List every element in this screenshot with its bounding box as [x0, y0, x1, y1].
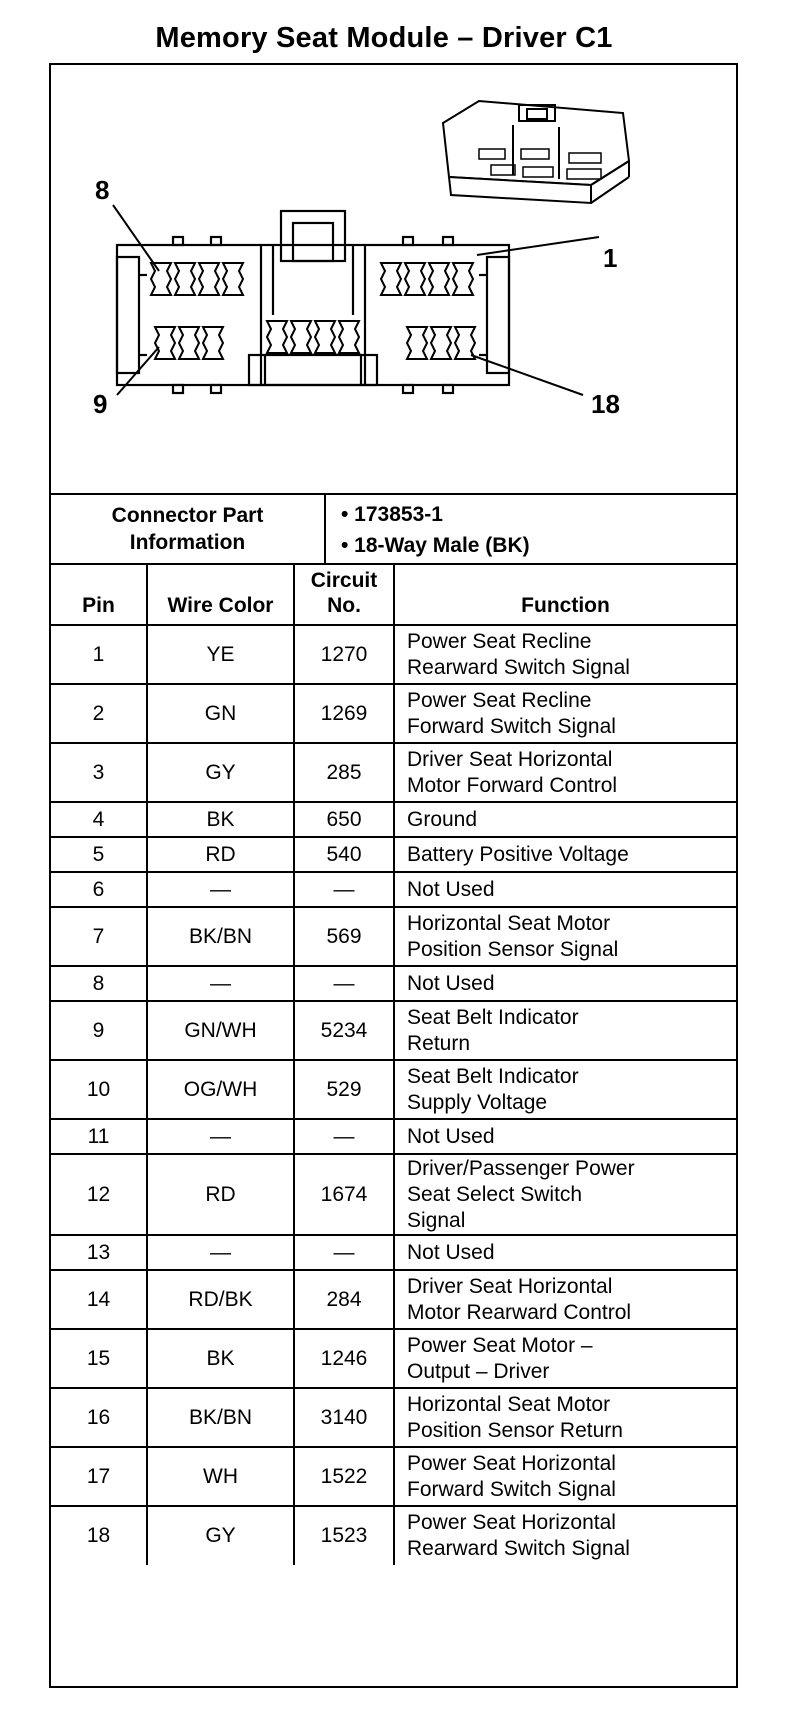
function-line: Not Used: [407, 971, 495, 995]
pin-callout-1: 1: [603, 243, 618, 273]
pin-cell: 17: [51, 1447, 147, 1506]
wire-color-cell: YE: [147, 625, 294, 684]
circuit-cell: 540: [294, 837, 394, 872]
wire-color-cell: —: [147, 1235, 294, 1270]
function-line: Output – Driver: [407, 1359, 550, 1383]
pin-cell: 1: [51, 625, 147, 684]
function-line: Signal: [407, 1208, 466, 1232]
function-line: Motor Rearward Control: [407, 1300, 632, 1324]
pin-callout-18: 18: [591, 389, 620, 419]
table-row: [51, 1447, 736, 1506]
function-cell: [394, 907, 736, 966]
function-cell: [394, 837, 736, 872]
pin-cell: 6: [51, 872, 147, 907]
pin-leader-lines: [113, 205, 599, 395]
wire-color-cell: GY: [147, 743, 294, 802]
wire-color-cell: BK/BN: [147, 907, 294, 966]
table-row: [51, 872, 736, 907]
function-cell: [394, 1119, 736, 1154]
connector-info-label: [51, 495, 326, 563]
table-row: [51, 1154, 736, 1235]
circuit-cell: 3140: [294, 1388, 394, 1447]
function-line: Ground: [407, 807, 478, 831]
function-line: Horizontal Seat Motor: [407, 911, 611, 935]
function-line: Horizontal Seat Motor: [407, 1392, 611, 1416]
function-line: Power Seat Recline: [407, 688, 592, 712]
function-line: Not Used: [407, 1124, 495, 1148]
function-line: Rearward Switch Signal: [407, 655, 630, 679]
function-cell: [394, 1154, 736, 1235]
top-row-right-cavities: [381, 263, 473, 295]
function-cell: [394, 1001, 736, 1060]
function-cell: [394, 802, 736, 837]
table-row: [51, 1119, 736, 1154]
bottom-row-right-cavities: [407, 327, 475, 359]
wire-color-cell: GN: [147, 684, 294, 743]
function-line: Position Sensor Return: [407, 1418, 623, 1442]
wire-color-cell: BK/BN: [147, 1388, 294, 1447]
table-row: [51, 1001, 736, 1060]
circuit-cell: 529: [294, 1060, 394, 1119]
function-line: Driver Seat Horizontal: [407, 747, 613, 771]
function-cell: [394, 1329, 736, 1388]
bottom-row-left-cavities: [155, 327, 223, 359]
connector-diagram: [51, 65, 736, 495]
function-line: Position Sensor Signal: [407, 937, 619, 961]
table-header-row: [51, 565, 736, 625]
function-line: Not Used: [407, 1240, 495, 1264]
circuit-cell: —: [294, 1235, 394, 1270]
function-line: Power Seat Horizontal: [407, 1511, 616, 1534]
pin-cell: 13: [51, 1235, 147, 1270]
table-row: [51, 1329, 736, 1388]
circuit-cell: 1246: [294, 1329, 394, 1388]
function-cell: [394, 1388, 736, 1447]
function-cell: [394, 1506, 736, 1565]
table-row: [51, 684, 736, 743]
table-row: [51, 1388, 736, 1447]
wire-color-cell: RD/BK: [147, 1270, 294, 1329]
pin-cell: 7: [51, 907, 147, 966]
wire-color-cell: —: [147, 966, 294, 1001]
function-line: Supply Voltage: [407, 1090, 548, 1114]
header-pin: Pin: [51, 565, 147, 625]
top-row-left-cavities: [151, 263, 243, 295]
table-row: [51, 907, 736, 966]
function-line: Motor Forward Control: [407, 773, 618, 797]
pin-cell: 8: [51, 966, 147, 1001]
circuit-cell: 1270: [294, 625, 394, 684]
circuit-cell: 650: [294, 802, 394, 837]
pin-callout-8: 8: [95, 175, 110, 205]
function-line: Power Seat Recline: [407, 629, 592, 653]
function-line: Seat Select Switch: [407, 1182, 583, 1206]
pin-cavities: [151, 263, 475, 359]
wire-color-cell: —: [147, 1119, 294, 1154]
page-title: Memory Seat Module – Driver C1: [155, 22, 613, 54]
function-cell: [394, 1270, 736, 1329]
header-circuit-line1: Circuit: [310, 569, 378, 592]
pin-cell: 10: [51, 1060, 147, 1119]
pin-cell: 14: [51, 1270, 147, 1329]
function-cell: [394, 625, 736, 684]
pin-cell: 5: [51, 837, 147, 872]
pin-cell: 15: [51, 1329, 147, 1388]
function-line: Return: [407, 1031, 471, 1055]
connector-face-drawing: [51, 65, 736, 493]
header-function: Function: [394, 565, 736, 625]
table-row: [51, 802, 736, 837]
pin-cell: 3: [51, 743, 147, 802]
circuit-cell: 1269: [294, 684, 394, 743]
circuit-cell: 285: [294, 743, 394, 802]
pin-cell: 9: [51, 1001, 147, 1060]
function-line: Forward Switch Signal: [407, 1477, 616, 1501]
function-cell: [394, 872, 736, 907]
function-line: Battery Positive Voltage: [407, 842, 629, 866]
function-line: Power Seat Motor –: [407, 1333, 593, 1357]
wire-color-cell: BK: [147, 802, 294, 837]
circuit-cell: 284: [294, 1270, 394, 1329]
connector-info-label-line2: Information: [129, 531, 246, 554]
circuit-cell: —: [294, 872, 394, 907]
wire-color-cell: RD: [147, 837, 294, 872]
pin-cell: 16: [51, 1388, 147, 1447]
function-line: Power Seat Horizontal: [407, 1451, 616, 1475]
connector-part-number: • 173853-1: [341, 503, 443, 526]
function-cell: [394, 1060, 736, 1119]
pinout-table: [51, 565, 736, 1565]
pin-cell: 11: [51, 1119, 147, 1154]
header-wire-color: Wire Color: [147, 565, 294, 625]
wire-color-cell: BK: [147, 1329, 294, 1388]
pin-cell: 2: [51, 684, 147, 743]
circuit-cell: 1522: [294, 1447, 394, 1506]
wire-color-cell: —: [147, 872, 294, 907]
wire-color-cell: GN/WH: [147, 1001, 294, 1060]
pin-cell: 4: [51, 802, 147, 837]
function-line: Seat Belt Indicator: [407, 1064, 579, 1088]
wire-color-cell: GY: [147, 1506, 294, 1565]
wire-color-cell: OG/WH: [147, 1060, 294, 1119]
function-line: Seat Belt Indicator: [407, 1005, 579, 1029]
table-row: [51, 1506, 736, 1565]
function-line: Forward Switch Signal: [407, 714, 616, 738]
function-line: Not Used: [407, 877, 495, 901]
function-line: Rearward Switch Signal: [407, 1537, 630, 1560]
connector-face: [117, 211, 509, 393]
connector-sheet: [49, 63, 738, 1688]
function-cell: [394, 743, 736, 802]
wire-color-cell: WH: [147, 1447, 294, 1506]
function-line: Driver/Passenger Power: [407, 1156, 635, 1180]
circuit-cell: 5234: [294, 1001, 394, 1060]
header-circuit-no: [294, 565, 394, 625]
table-row: [51, 837, 736, 872]
pinout-rows: [51, 625, 736, 1565]
circuit-cell: —: [294, 1119, 394, 1154]
table-row: [51, 1235, 736, 1270]
table-row: [51, 625, 736, 684]
table-row: [51, 1270, 736, 1329]
connector-iso-icon: [443, 101, 629, 203]
bottom-row-center-cavities: [267, 321, 359, 353]
wire-color-cell: RD: [147, 1154, 294, 1235]
pin-cell: 18: [51, 1506, 147, 1565]
pin-callout-9: 9: [93, 389, 108, 419]
connector-info-label-line1: Connector Part: [111, 504, 264, 527]
pin-cell: 12: [51, 1154, 147, 1235]
table-row: [51, 966, 736, 1001]
connector-type: • 18-Way Male (BK): [341, 534, 530, 557]
function-cell: [394, 684, 736, 743]
table-row: [51, 1060, 736, 1119]
connector-part-info: [51, 495, 736, 565]
function-cell: [394, 1235, 736, 1270]
function-cell: [394, 1447, 736, 1506]
circuit-cell: 1523: [294, 1506, 394, 1565]
circuit-cell: 569: [294, 907, 394, 966]
connector-info-list: [341, 499, 530, 561]
function-cell: [394, 966, 736, 1001]
circuit-cell: 1674: [294, 1154, 394, 1235]
circuit-cell: —: [294, 966, 394, 1001]
table-row: [51, 743, 736, 802]
function-line: Driver Seat Horizontal: [407, 1274, 613, 1298]
header-circuit-line2: No.: [327, 594, 361, 617]
